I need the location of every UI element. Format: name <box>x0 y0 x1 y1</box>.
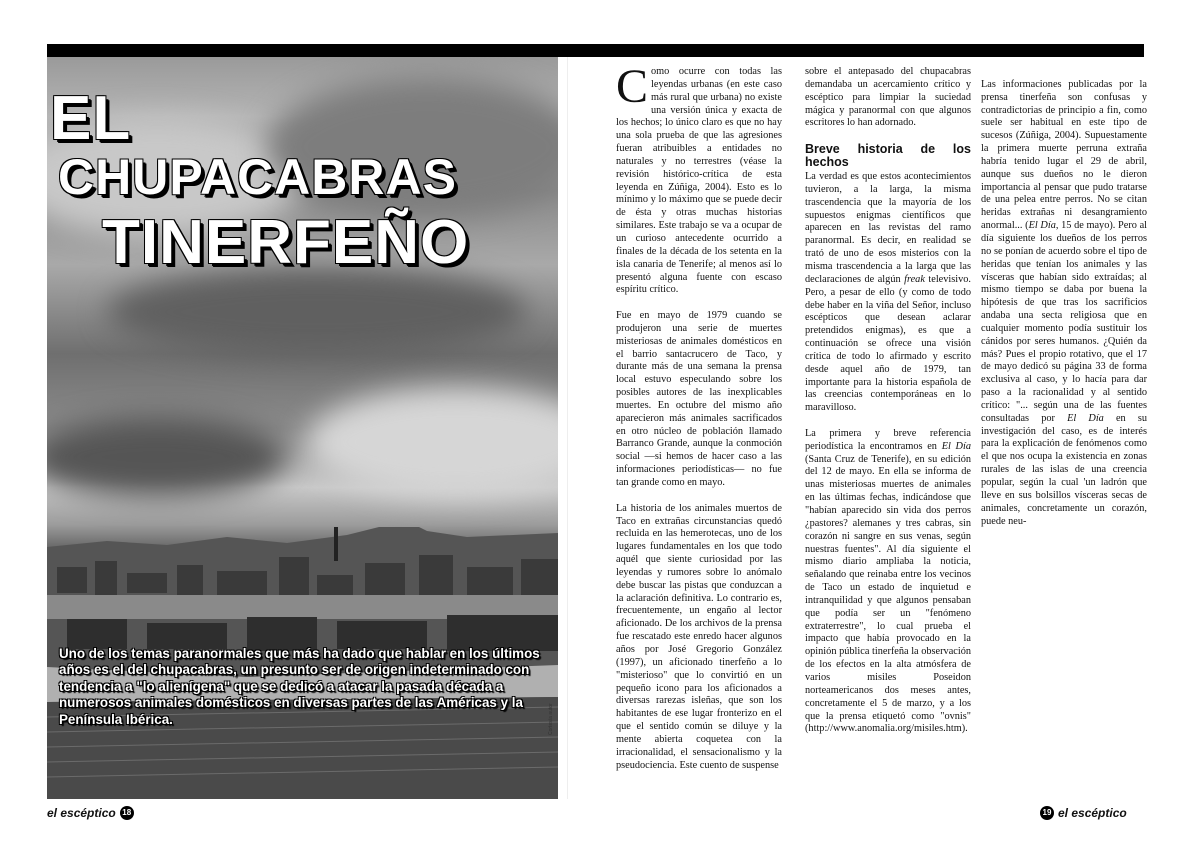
article-column-2 <box>805 66 971 749</box>
title-line-1: EL <box>50 84 132 153</box>
footer-left <box>47 806 134 820</box>
paragraph-text: La historia de los animales muertos de Taco en extrañas circunstancias quedó recluida en las hemerotecas, uno de los lugares fundamentales en los que todo aquél que siente curiosidad por las leyendas y rumores sobre lo anómalo debe buscar las pistas que conduzcan a la aclaración definitiva. Lo contrario es, frecuentemente, un engaño al lector aficionado. De los archivos de la prensa fue rescatado este enredo hacer algunos años por José Gregorio González (1997), un aficionado tinerfeño a lo "misterioso" que lo convirtió en un pequeño icono para los aficionados a diversas rarezas isleñas, que son los habitantes de ese lugar fronterizo en el que el sentido común se diluye y la mente abierta coquetea con la irracionalidad, el sensacionalismo y la pseudociencia. Este cuento de suspense <box>616 502 782 771</box>
magazine-name: el escéptico <box>1058 806 1127 820</box>
spine-divider <box>567 57 568 799</box>
article-paragraph <box>616 503 782 773</box>
title-line-2: CHUPACABRAS <box>58 149 457 205</box>
paragraph-text: omo ocurre con todas las leyendas urbanas (en este caso más rural que urbana) no existe una versión única y exacta de los hechos; lo único claro es que no hay una sola prueba de que las agresiones fueran atribuibles a entidades no naturales y no terrestres (véase la revisión histórico-crítica de esta leyenda en Zúñiga, 2004). Esto es lo mínimo y lo máximo que se puede decir de ésta y otras muchas historias similares. Este trabajo se va a ocupar de un curioso antecedente ocurrido a finales de la década de los setenta en la isla canaria de Tenerife; al menos así lo presentó alguna fuente con escaso espíritu crítico. <box>616 66 782 296</box>
title-line-3: TINERFEÑO <box>102 208 470 277</box>
footer-right <box>1040 806 1127 820</box>
newspaper-name: El Día <box>1067 412 1104 424</box>
article-paragraph: La primera y breve referencia periodística la encontramos en El Día (Santa Cruz de Tenerife), en su edición del 12 de mayo. En ella se informa de unas misteriosas muertes de animales en las últimas fechas, indicándose que "habían aparecido sin vida dos perros ¿pastores? alemanes y tres cabras, sin corazón ni sangre en sus venas, según nuestras fuentes". Al día siguiente el mismo diario ampliaba la noticia, señalando que reinaba entre los vecinos de Taco un estado de inquietud e intranquilidad y que algunos pensaban que podía ser un "fenómeno extraterrestre", lo cual prueba el impacto que había provocado en la opinión pública tinerfeña la observación de los efectos en la alta atmósfera de varios misiles Poseidon norteamericanos dos meses antes, concretamente el 5 de marzo, y a los que la prensa etiquetó como "ovnis" (http://www.anomalia.org/misiles.htm). <box>805 427 972 735</box>
newspaper-name: El Día <box>1028 220 1056 232</box>
article-column-1 <box>616 60 782 785</box>
article-column-3 <box>981 66 1147 541</box>
drop-cap: C <box>616 60 649 113</box>
article-paragraph: La verdad es que estos acontecimientos tuvieron, a la larga, la misma trascendencia que la mayoría de los supuestos enigmas científicos que aparecen en las revistas del ramo paranormal. Es decir, en realidad se trató de uno de esos misterios con la misma trascendencia a la larga que las declaraciones de algún freak televisivo. Pero, a pesar de ello (y como de todo debe haber en la viña del Señor, incluso escépticos que desean aclarar pretendidos enigmas), es que a continuación se ofrece una visión crítica de todo lo afirmado y escrito desde aquel año de 1979, tan importante para la historia española de las creencias contemporáneas en lo maravilloso. <box>805 171 971 414</box>
italic-term: freak <box>904 273 925 285</box>
article-paragraph: Las informaciones publicadas por la prensa tinerfeña son confusas y contradictorias de principio a fin, como suele ser habitual en este tipo de sucesos (Zúñiga, 2004). Supuestamente la primera muerte perruna extraña habría tenido lugar el 29 de abril, aunque sus dueños no le dieron importancia al pensar que pudo tratarse de una pelea entre perros. No se citan heridas extrañas ni desangramiento anormal... (El Día, 15 de mayo). Pero al día siguiente los dueños de los perros no se ponían de acuerdo sobre el tipo de heridas que tenían los animales y las vísceras que habían sido extraídas; al mismo tiempo se daba por buena la hipótesis de que tras los sacrificios andaba una secta religiosa que en cualquier momento podía sustituir los cánidos por seres humanos. ¿Quién da más? Pues el propio rotativo, que el 17 de mayo dedicó su página 33 de forma exclusiva al caso, y lo hacía para dar paso a la racionalidad y al sentido crítico: "... según una de las fuentes consultadas por El Día en su investigación del caso, es de interés para la explicación de fenómenos como el que nos ocupa la existencia en zonas rurales de las islas de una creencia popular, según la cual 'un ladrón que lleve en sus bolsillos vísceras secas de animales, concretamente un corazón, puede neu- <box>981 78 1148 527</box>
article-paragraph: sobre el antepasado del chupacabras demandaba un acercamiento crítico y escéptico para limpiar la suciedad mágica y paranormal con que algunos escritores lo han adornado. <box>805 66 971 129</box>
magazine-name: el escéptico <box>47 806 116 820</box>
section-heading: Breve historia de los hechos <box>805 142 971 170</box>
top-bar <box>47 44 1144 57</box>
article-paragraph <box>616 60 782 297</box>
lede-text: Uno de los temas paranormales que más ha dado que hablar en los últimos años es el del chupacabras, un presunto ser de origen indeterminado con tendencia a "lo alienígena" que se dedicó a atacar la pasada década a numerosos animales domésticos en diversas partes de las Américas y la Península Ibérica. <box>59 646 540 727</box>
article-paragraph: Fue en mayo de 1979 cuando se produjeron una serie de muertes misteriosas de animales domésticos en el barrio santacrucero de Taco, y durante más de una semana la prensa local estuvo especulando sobre los posibles autores de las inexplicables muertes. En octubre del mismo año aparecieron más animales sacrificados en otro núcleo de población llamado Barranco Grande, aunque la conmoción social —si hemos de hacer caso a las informaciones periodísticas— no fue tan grande como en mayo. <box>616 310 782 488</box>
photo-credit: Cortesía autor <box>548 703 554 735</box>
page-number: 19 <box>1040 806 1054 820</box>
newspaper-name: El Día <box>941 440 972 452</box>
page-number: 18 <box>120 806 134 820</box>
